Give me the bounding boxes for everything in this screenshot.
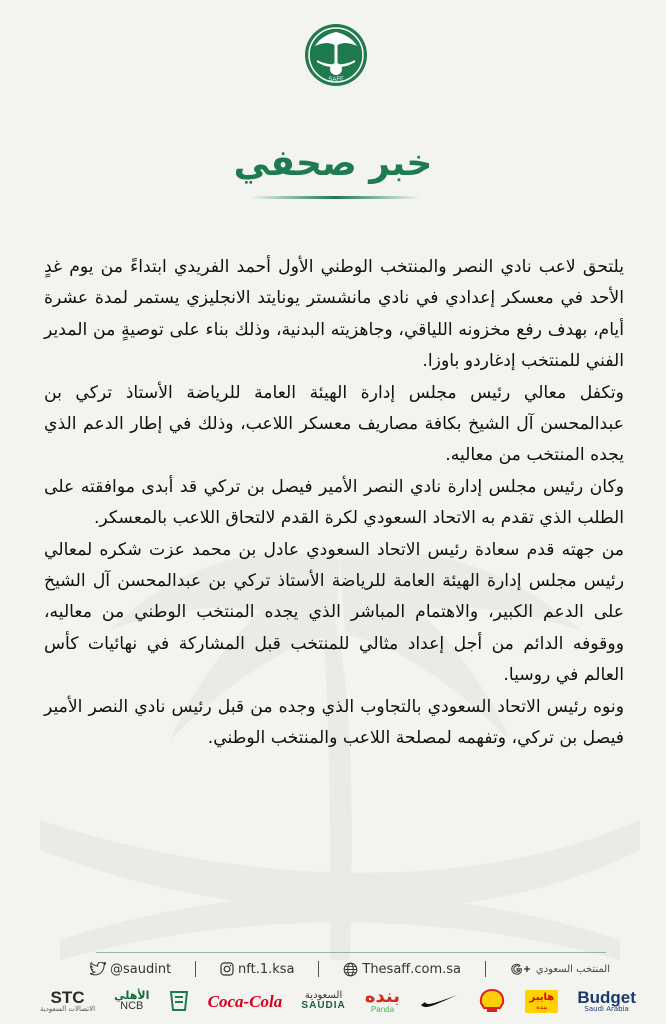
footer-divider [96,952,606,953]
stadium-icon [169,988,189,1014]
ncb-arabic: الأهلي [114,989,150,1002]
instagram-label: nft.1.ksa [238,961,295,977]
separator [195,961,196,977]
ncb-english: NCB [120,1000,144,1012]
website-link[interactable] [343,962,461,977]
instagram-icon [220,962,234,976]
panda-english: Panda [370,1005,395,1014]
hyper-panda-sub: بنده [536,1002,548,1011]
sponsor-budget [577,989,636,1013]
saudia-english: SAUDIA [301,1000,346,1011]
google-plus-icon [510,962,532,976]
article-body [44,252,624,755]
contact-bar [90,958,610,980]
paragraph: ونوه رئيس الاتحاد السعودي بالتجاوب الذي وجده من قبل رئيس نادي النصر الأمير فيصل بن تركي، وتفهمه لمصلحة اللاعب والمنتخب الوطني. [44,696,624,749]
sponsor-panda [365,988,400,1014]
shell-icon [478,988,506,1014]
headline-container [0,143,666,184]
team-label: المنتخب السعودي [535,963,610,975]
twitter-label: @saudint [110,961,172,977]
paragraph: من جهته قدم سعادة رئيس الاتحاد السعودي عادل بن محمد عزت شكره لمعالي رئيس مجلس إدارة الهيئة العامة للرياضة الأستاذ تركي بن عبدالمحسن آل الشيخ على الدعم الكبير، والاهتمام المباشر الذي يجده المنتخب الوطني من معاليه، ووقوفه الدائم من أجل إعداد مثالي للمنتخب قبل المشاركة في نهائيات كأس العالم في روسيا. [44,539,624,686]
sponsor-saudia [301,991,345,1011]
logo-text: SAFF [328,77,344,83]
paragraph: وكان رئيس مجلس إدارة نادي النصر الأمير فيصل بن تركي قد أبدى موافقته على الطلب الذي تقدم به الاتحاد السعودي لكرة القدم لالتحاق اللاعب بالمعسكر. [44,476,624,529]
sponsor-ncb [114,990,149,1012]
stc-logo-text: STC [50,988,85,1007]
saudia-arabic: السعودية [304,990,343,1001]
google-plus-handle[interactable] [510,962,610,976]
budget-sub-text: Saudi Arabia [584,1005,629,1013]
panda-arabic: بنده [364,986,401,1007]
twitter-handle[interactable] [90,962,171,977]
budget-logo-text: Budget [577,988,636,1007]
nike-swoosh-icon [419,992,459,1010]
twitter-icon [90,962,106,976]
sponsor-hyper-panda [525,990,558,1013]
hyper-panda-arabic: هايبر [529,991,555,1003]
saff-logo [303,22,369,88]
stc-sub-text: الاتصالات السعودية [40,1005,96,1013]
website-label: Thesaff.com.sa [362,961,462,977]
paragraph: يلتحق لاعب نادي النصر والمنتخب الوطني الأول أحمد الفريدي ابتداءً من يوم غدٍ الأحد في معسكر إعدادي في نادي مانشستر يونايتد الانجليزي يستمر لمدة عشرة أيام، بهدف رفع مخزونه اللياقي، وجاهزيته البدنية، وذلك بناء على توصيةٍ من المدير الفني للمنتخب إدغاردو باوزا. [44,257,624,372]
instagram-handle[interactable] [220,962,295,977]
separator [485,961,486,977]
headline-divider [250,196,420,199]
paragraph: وتكفل معالي رئيس مجلس إدارة الهيئة العامة للرياضة الأستاذ تركي بن عبدالمحسن آل الشيخ بكافة مصاريف معسكر اللاعب، وذلك في إطار الدعم الذي يجده المنتخب من معاليه. [44,382,624,466]
sponsor-stc [40,989,95,1013]
cocacola-logo-text: Coca-Cola [207,991,283,1011]
sponsors-row [40,984,636,1018]
page-title: خبر صحفي [233,143,433,184]
separator [318,961,319,977]
sponsor-cocacola [208,993,283,1010]
globe-icon [343,962,358,977]
